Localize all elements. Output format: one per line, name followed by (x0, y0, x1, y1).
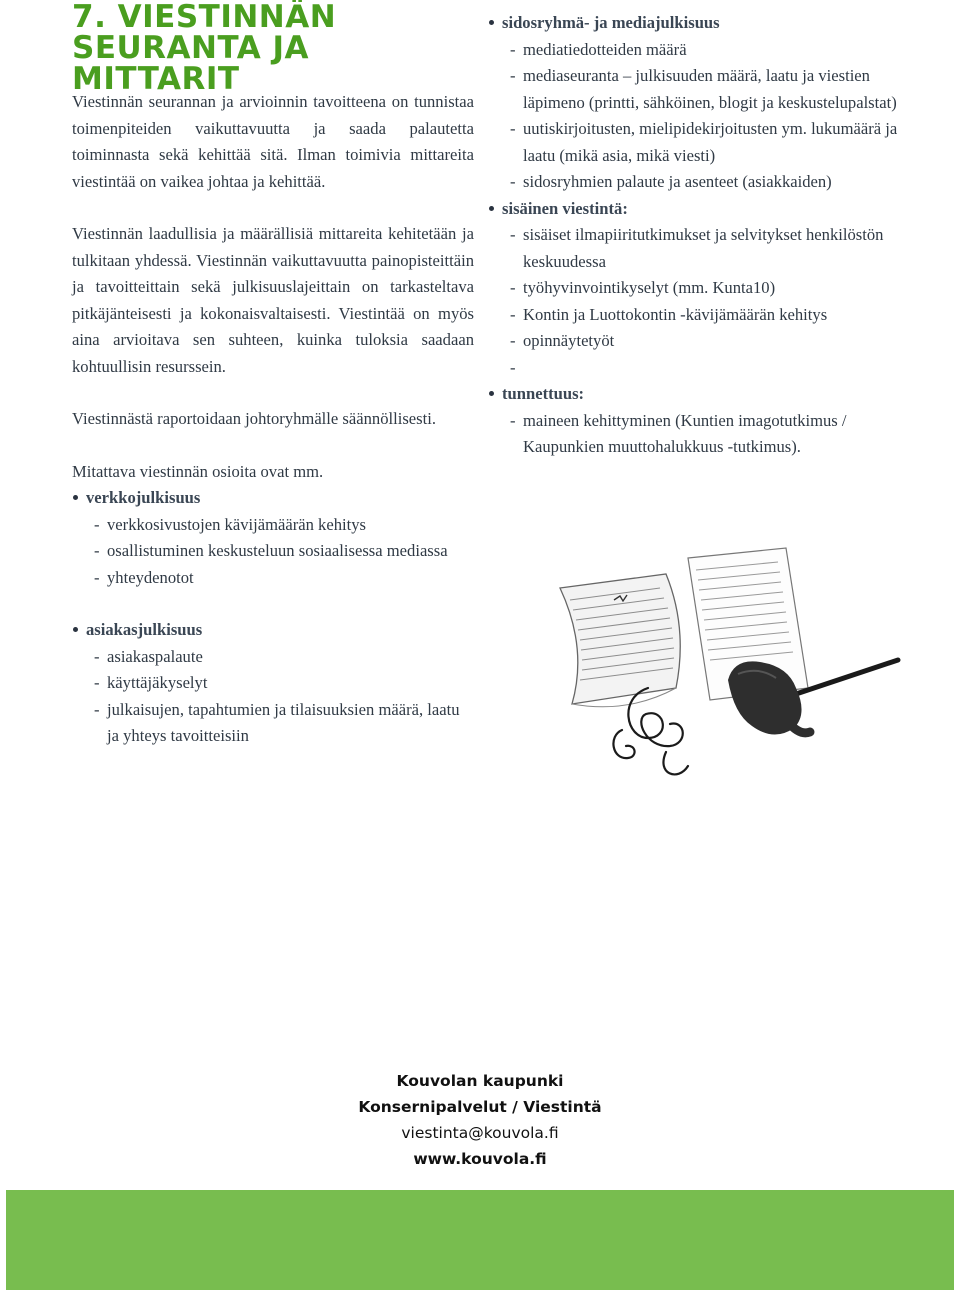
list-item (72, 485, 474, 591)
sub-item: - työhyvinvointikyselyt (mm. Kunta10) (510, 275, 908, 302)
footer-contact (300, 1068, 660, 1172)
section-heading: sidosryhmä- ja mediajulkisuus (502, 13, 720, 32)
sub-item: - julkaisujen, tapahtumien ja tilaisuuksien määrä, laatu ja yhteys tavoitteisiin (94, 697, 474, 750)
section-heading: asiakasjulkisuus (86, 620, 203, 639)
email-link[interactable]: viestinta@kouvola.fi (401, 1124, 559, 1142)
title-line-1: 7. VIESTINNÄN (72, 0, 337, 35)
list-item (488, 381, 908, 461)
gavel-icon (728, 660, 898, 735)
left-metric-list (72, 485, 474, 750)
footer-green-band (6, 1190, 954, 1290)
sub-item: - verkkosivustojen kävijämäärän kehitys (94, 512, 474, 539)
section-heading: tunnettuus: (502, 384, 585, 403)
documents-gavel-illustration (538, 538, 910, 806)
list-item (72, 617, 474, 750)
right-column (488, 10, 908, 461)
section-heading: verkkojulkisuus (86, 488, 201, 507)
signature-swirl (613, 688, 688, 774)
sub-item: - käyttäjäkyselyt (94, 670, 474, 697)
page-title (72, 2, 472, 95)
sub-item: - opinnäytetyöt (510, 328, 908, 355)
section-heading: sisäinen viestintä: (502, 198, 628, 218)
sub-item: - asiakaspalaute (94, 644, 474, 671)
document-front (560, 574, 680, 707)
intro-paragraph-2: Viestinnän laadullisia ja määrällisiä mittareita kehitetään ja tulkitaan yhdessä. Viestinnän vaikuttavuutta painopisteittäin ja tavoitteittain sekä julkisuuslajeittain on tarkasteltava pitkäjänteisesti ja kokonaisvaltaisesti. Viestintää on myös aina arvioitava sen suhteen, kuinka tuloksia saadaan kohtuullisin resurssein. (72, 224, 474, 376)
sub-item: - mediatiedotteiden määrä (510, 37, 908, 64)
sub-item: - Kontin ja Luottokontin -kävijämäärän kehitys (510, 302, 908, 329)
list-item (488, 10, 908, 196)
sub-item: - uutiskirjoitusten, mielipidekirjoitusten ym. lukumäärä ja laatu (mikä asia, mikä viesti) (510, 116, 908, 169)
website-link[interactable]: www.kouvola.fi (413, 1150, 547, 1168)
sub-item: - mediaseuranta – julkisuuden määrä, laatu ja viestien läpimeno (printti, sähköinen, blogit ja keskustelupalstat) (510, 63, 908, 116)
sub-item: - sisäiset ilmapiiritutkimukset ja selvitykset henkilöstön keskuudessa (510, 222, 908, 275)
sub-item: - yhteydenotot (94, 565, 474, 592)
sub-item: - osallistuminen keskusteluun sosiaalisessa mediassa (94, 538, 474, 565)
title-line-2: SEURANTA JA MITTARIT (72, 30, 310, 97)
measurable-intro: Mitattava viestinnän osioita ovat mm. (72, 461, 324, 481)
intro-paragraph-1: Viestinnän seurannan ja arvioinnin tavoitteena on tunnistaa toimenpiteiden vaikuttavuutta ja saada palautetta toiminnasta sekä kehittää sitä. Ilman toimivia mittareita viestintää on vaikea johtaa ja kehittää. (72, 92, 474, 191)
right-metric-list (488, 10, 908, 461)
left-column (72, 89, 474, 750)
sub-item (510, 355, 908, 382)
list-item (488, 196, 908, 382)
department-name: Konsernipalvelut / Viestintä (358, 1098, 602, 1116)
sub-item: - maineen kehittyminen (Kuntien imagotutkimus / Kaupunkien muuttohalukkuus -tutkimus). (510, 408, 908, 461)
sub-item: - sidosryhmien palaute ja asenteet (asiakkaiden) (510, 169, 908, 196)
reporting-paragraph: Viestinnästä raportoidaan johtoryhmälle säännöllisesti. (72, 409, 436, 428)
org-name: Kouvolan kaupunki (396, 1072, 564, 1090)
